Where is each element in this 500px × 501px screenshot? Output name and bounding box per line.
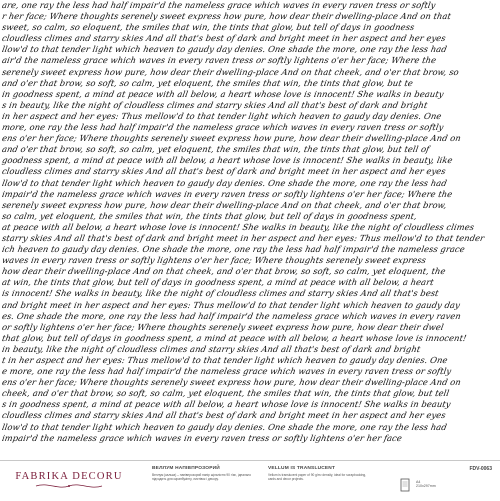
script-line: ens o'er her face; Where thoughts serenely sweet express how pure, how dear their dwelling-place And on [1, 377, 462, 388]
script-line: in her aspect and her eyes: Thus mellow'd to that tender light which heaven to gaudy day denies. One [1, 110, 443, 121]
script-line: goodness spent, a mind at peace with all below, a heart whose love is innocent! She walks in beauty, like [1, 155, 454, 166]
script-line: cheek, and o'er that brow, so soft, so calm, yet eloquent, the smiles that win, the tints that glow, but tell [1, 388, 451, 399]
script-line: so calm, yet eloquent, the smiles that win, the tints that glow, but tell of days in goodness spent, [1, 210, 418, 221]
script-line: in beauty, like the night of cloudless climes and starry skies And all that's best of dark and bright [1, 343, 422, 354]
script-line: cloudless climes and starry skies And all that's best of dark and bright meet in her aspect and her eyes [1, 33, 447, 44]
script-line: es. One shade the more, one ray the less had half impair'd the nameless grace which waves in every raven [1, 310, 462, 321]
script-line: at win, the tints that glow, but tell of days in goodness spent, a mind at peace with all below, a heart [1, 277, 435, 288]
script-line: and o'er that brow, so soft, so calm, yet eloquent, the smiles that win, the tints that glow, but te [1, 77, 414, 88]
script-line: more, one ray the less had half impair'd the nameless grace which waves in every raven tress or softly [1, 122, 445, 133]
product-footer [0, 460, 500, 501]
script-line: and bright meet in her aspect and her eyes: Thus mellow'd to that tender light which heaven to gaudy day [1, 299, 461, 310]
script-line: serenely sweet express how pure, how dear their dwelling-place And on that cheek, and o'er that brow, [1, 199, 448, 210]
script-line: cloudless climes and starry skies And all that's best of dark and bright meet in her aspect and her eyes [1, 410, 447, 421]
flourish-icon [34, 482, 104, 490]
script-line: in goodness spent, a mind at peace with all below, a heart whose love is innocent! She walks in beauty [1, 88, 445, 99]
script-line: llow'd to that tender light which heaven to gaudy day denies. One shade the more, one ray the less had [1, 421, 448, 432]
product-code-box [394, 466, 492, 496]
script-line: llow'd to that tender light which heaven to gaudy day denies. One shade the more, one ray the less had [1, 44, 448, 55]
script-line: ich heaven to gaudy day denies. One shade the more, one ray the less had half impair'd the nameless grace [1, 244, 466, 255]
script-line: that glow, but tell of days in goodness spent, a mind at peace with all below, a heart whose love is innocent! [1, 332, 468, 343]
script-line: r her face; Where thoughts serenely sweet express how pure, how dear their dwelling-place And on that [1, 11, 452, 22]
script-line: cloudless climes and starry skies And all that's best of dark and bright meet in her aspect and her eyes [1, 166, 447, 177]
brand-logo [8, 465, 130, 495]
info-ukrainian-heading: ВЕЛЛУМ НАПІВПРОЗОРИЙ [152, 466, 220, 471]
script-line: s in goodness spent, a mind at peace with all below, a heart whose love is innocent! She walks in beauty [1, 399, 452, 410]
script-line: or softly lightens o'er her face; Where thoughts serenely sweet express how pure, how dear their dwel [1, 321, 445, 332]
script-line: and o'er that brow, so soft, so calm, yet eloquent, the smiles that win, the tints that glow, but tell of [1, 144, 431, 155]
script-line: ens o'er her face; Where thoughts serenely sweet express how pure, how dear their dwelling-place And on [1, 133, 462, 144]
script-line: at peace with all below, a heart whose love is innocent! She walks in beauty, like the night of cloudless climes [1, 221, 476, 232]
info-english-heading: VELLUM IS TRANSLUCENT [268, 466, 336, 471]
script-line: llow'd to that tender light which heaven to gaudy day denies. One shade the more, one ray the less had [1, 177, 448, 188]
script-line: serenely sweet express how pure, how dear their dwelling-place And on that cheek, and o'er that brow, so [1, 66, 460, 77]
script-line: t in her aspect and her eyes: Thus mellow'd to that tender light which heaven to gaudy day denies. One [1, 355, 449, 365]
script-line: waves in every raven tress or softly lightens o'er her face; Where thoughts serenely sweet express [1, 255, 427, 266]
product-code: FDV-0063 [469, 466, 492, 472]
info-ukrainian [152, 466, 258, 481]
script-line: air'd the nameless grace which waves in every raven tress or softly lightens o'er her face; Where the [1, 55, 438, 66]
script-line: are, one ray the less had half impair'd the nameless grace which waves in every raven tress or softly [1, 0, 437, 10]
info-english [268, 466, 374, 481]
brand-name: FABRIKA DECORU [15, 470, 123, 482]
info-ukrainian-body: Веллум (калька) – напівпрозорий папір щільністю 90 г/м², ідеально підходить для скрапбукінгу, листівок і декору. [152, 473, 252, 481]
script-line: is innocent! She walks in beauty, like the night of cloudless climes and starry skies And all that's best [1, 288, 440, 299]
sheet-size-text: A4 210x297mm [416, 480, 436, 489]
script-line: impair'd the nameless grace which waves in every raven tress or softly lightens o'er her face [1, 432, 403, 443]
info-english-body: Vellum is translucent paper of 90 g/m² density, ideal for scrapbooking, cards and decor projects. [268, 473, 367, 481]
script-line: sweet, so calm, so eloquent, the smiles that win, the tints that glow, but tell of days in goodness [1, 22, 416, 33]
script-line: how dear their dwelling-place And on that cheek, and o'er that brow, so soft, so calm, yet eloquent, the [1, 266, 447, 277]
script-line: starry skies And all that's best of dark and bright meet in her aspect and her eyes: Thus mellow'd to that tender [1, 232, 486, 243]
script-line: s in beauty, like the night of cloudless climes and starry skies And all that's best of dark and bright [1, 99, 429, 110]
script-line: impair'd the nameless grace which waves in every raven tress or softly lightens o'er her face; Where the [1, 188, 454, 199]
sheet-size-icon [398, 478, 412, 492]
script-line: e more, one ray the less had half impair'd the nameless grace which waves in every raven tress or softly [1, 366, 453, 377]
